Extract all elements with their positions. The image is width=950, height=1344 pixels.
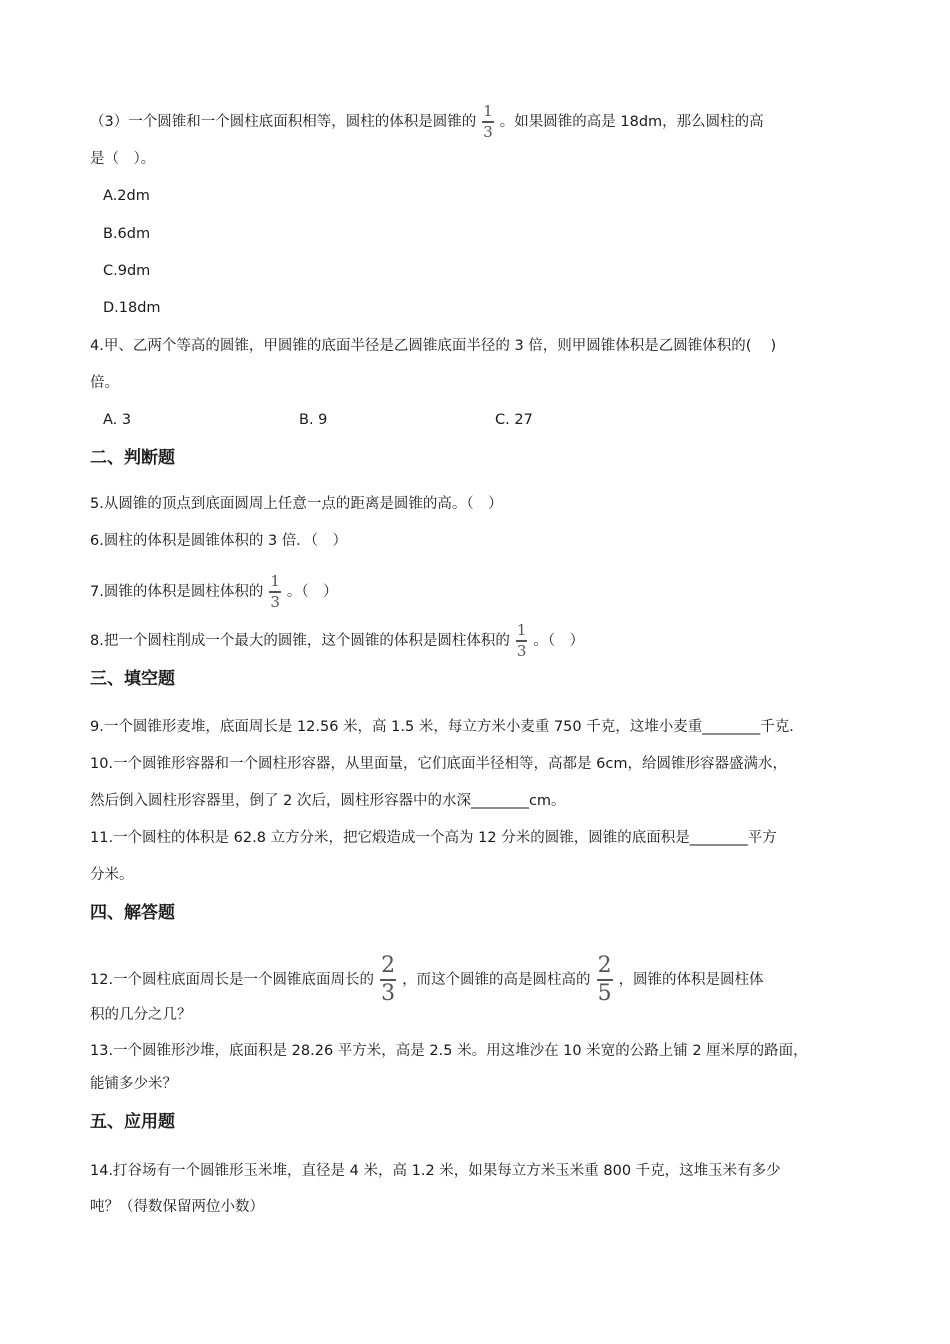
question-12-line-1	[90, 955, 865, 1005]
question-11-line-2: 分米。	[90, 867, 134, 883]
q8-text-part1: 8.把一个圆柱削成一个最大的圆锥，这个圆锥的体积是圆柱体积的	[90, 632, 510, 649]
question-12-line-2: 积的几分之几？	[90, 1007, 192, 1023]
q3-option-b: B.6dm	[103, 226, 151, 242]
question-14-line-2: 吨？（得数保留两位小数）	[90, 1199, 264, 1215]
q7-text-part2: 。（ ）	[286, 583, 338, 600]
q4-option-b: B. 9	[299, 412, 328, 428]
q8-text-part2: 。（ ）	[533, 632, 585, 649]
section-heading-application: 五、应用题	[90, 1112, 175, 1132]
question-9: 9.一个圆锥形麦堆，底面周长是 12.56 米，高 1.5 米，每立方米小麦重 750 千克，这堆小麦重________千克．	[90, 719, 804, 735]
fraction-denominator: 3	[516, 641, 527, 660]
q4-option-a: A. 3	[103, 412, 132, 428]
q12-text-part3: ，圆锥的体积是圆柱体	[618, 972, 764, 988]
fraction-two-thirds	[380, 955, 396, 1005]
question-13-line-1: 13.一个圆锥形沙堆，底面积是 28.26 平方米，高是 2.5 米。用这堆沙在 10 米宽的公路上铺 2 厘米厚的路面，	[90, 1043, 808, 1059]
question-8	[90, 623, 865, 659]
q3-option-c: C.9dm	[103, 263, 151, 279]
q12-text-part1: 12.一个圆柱底面周长是一个圆锥底面周长的	[90, 972, 375, 988]
section-heading-fill-blank: 三、填空题	[90, 669, 175, 689]
section-heading-judgement: 二、判断题	[90, 448, 175, 468]
q3-text-part2: 。如果圆锥的高是 18dm，那么圆柱的高	[499, 113, 764, 130]
q4-option-c: C. 27	[495, 412, 533, 428]
fraction-one-third	[516, 623, 528, 659]
fraction-numerator: 1	[270, 572, 280, 590]
fraction-numerator: 1	[516, 621, 527, 639]
fraction-numerator: 2	[597, 953, 612, 978]
question-4-line-1: 4.甲、乙两个等高的圆锥，甲圆锥的底面半径是乙圆锥底面半径的 3 倍，则甲圆锥体积是乙圆锥体积的( )	[90, 338, 777, 354]
fraction-two-fifths	[597, 955, 613, 1005]
q4-options-row	[103, 409, 878, 431]
fraction-denominator: 3	[381, 981, 396, 1006]
q3-option-d: D.18dm	[103, 300, 161, 316]
fraction-denominator: 3	[270, 592, 280, 611]
q12-text-part2: ，而这个圆锥的高是圆柱高的	[402, 972, 591, 988]
question-10-line-2: 然后倒入圆柱形容器里，倒了 2 次后，圆柱形容器中的水深________cm。	[90, 793, 566, 809]
fraction-denominator: 5	[597, 981, 612, 1006]
question-6: 6.圆柱的体积是圆锥体积的 3 倍．（ ）	[90, 533, 348, 549]
question-4-line-2: 倍。	[90, 375, 119, 391]
section-heading-solve: 四、解答题	[90, 903, 175, 923]
question-3-line-1	[90, 104, 865, 140]
q3-option-a: A.2dm	[103, 188, 150, 204]
question-7	[90, 574, 865, 610]
question-3-line-2: 是（ ）。	[90, 151, 156, 167]
fraction-one-third	[269, 574, 281, 610]
fraction-numerator: 2	[381, 953, 396, 978]
question-14-line-1: 14.打谷场有一个圆锥形玉米堆，直径是 4 米，高 1.2 米，如果每立方米玉米重 800 千克，这堆玉米有多少	[90, 1163, 781, 1179]
fraction-denominator: 3	[483, 122, 493, 141]
question-10-line-1: 10.一个圆锥形容器和一个圆柱形容器，从里面量，它们底面半径相等，高都是 6cm，给圆锥形容器盛满水，	[90, 756, 787, 772]
question-5: 5.从圆锥的顶点到底面圆周上任意一点的距离是圆锥的高。（ ）	[90, 496, 503, 512]
question-13-line-2: 能铺多少米？	[90, 1076, 177, 1092]
q7-text-part1: 7.圆锥的体积是圆柱体积的	[90, 583, 264, 600]
question-11-line-1: 11.一个圆柱的体积是 62.8 立方分米，把它煅造成一个高为 12 分米的圆锥，圆锥的底面积是________平方	[90, 830, 777, 846]
fraction-one-third	[482, 104, 494, 140]
fraction-numerator: 1	[483, 102, 493, 120]
q3-text-part1: （3）一个圆锥和一个圆柱底面积相等，圆柱的体积是圆锥的	[90, 113, 477, 130]
